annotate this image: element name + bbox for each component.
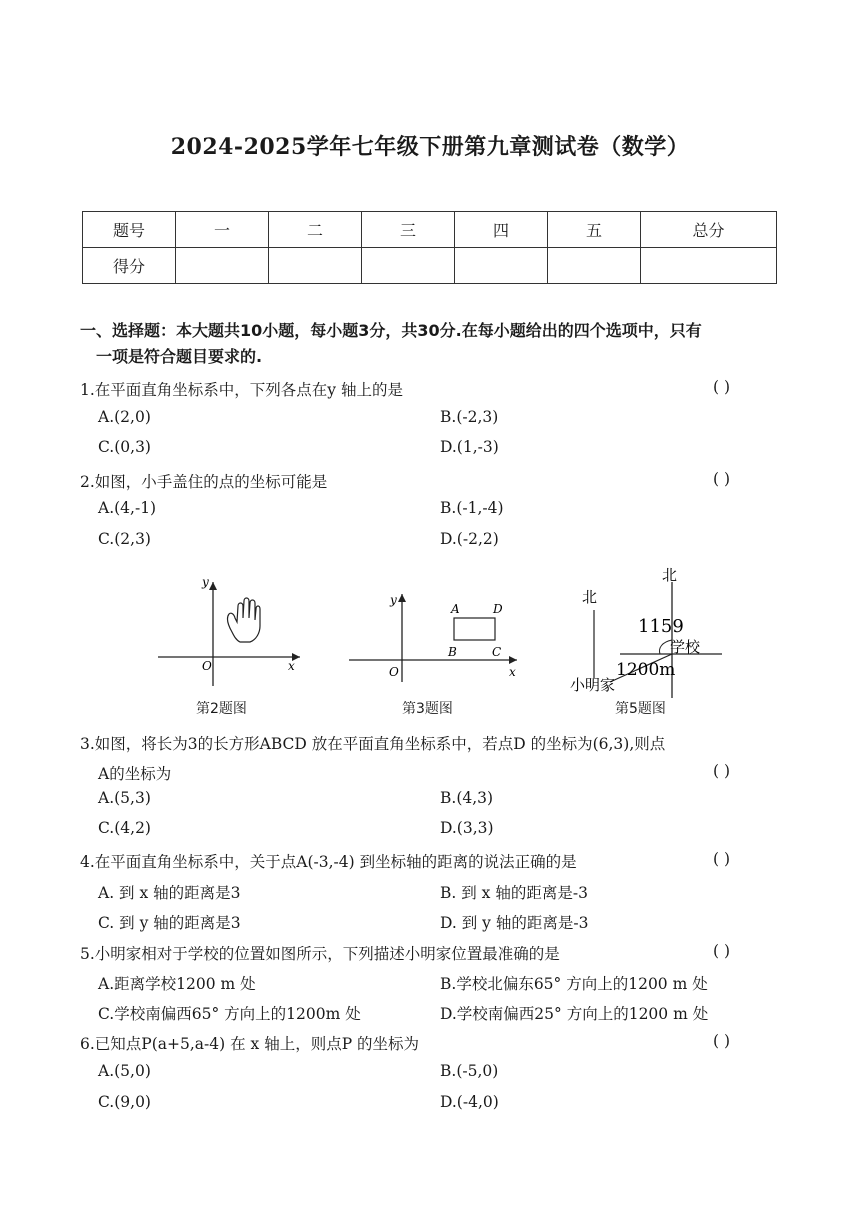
- option-c: C.学校南偏西65° 方向上的1200m 处: [98, 1005, 361, 1023]
- option-a: A.(4,-1): [98, 499, 157, 517]
- option-c: C.(9,0): [98, 1093, 151, 1111]
- answer-blank: ( ): [713, 378, 731, 396]
- fig3-point-b: B: [448, 645, 457, 659]
- score-blank[interactable]: [455, 248, 548, 284]
- option-b: B.(4,3): [440, 789, 494, 807]
- figure-5: [560, 560, 740, 700]
- question-1-stem: 1.在平面直角坐标系中，下列各点在y 轴上的是: [80, 381, 403, 399]
- answer-blank: ( ): [713, 762, 731, 780]
- section-heading: [80, 318, 780, 370]
- answer-blank: ( ): [713, 850, 731, 868]
- option-d: D.(1,-3): [440, 438, 499, 456]
- score-table-header-row: [83, 212, 777, 248]
- figure-2: [150, 570, 310, 690]
- option-a: A.(5,3): [98, 789, 151, 807]
- question-6-stem: 6.已知点P(a+5,a-4) 在 x 轴上，则点P 的坐标为: [80, 1035, 420, 1053]
- option-a: A.(2,0): [98, 408, 151, 426]
- score-table: [82, 211, 777, 284]
- option-c: C.(0,3): [98, 438, 151, 456]
- answer-blank: ( ): [713, 470, 731, 488]
- fig5-north-label-home: 北: [582, 588, 598, 606]
- question-4-stem: 4.在平面直角坐标系中，关于点A(-3,-4) 到坐标轴的距离的说法正确的是: [80, 853, 577, 871]
- option-d: D.(3,3): [440, 819, 494, 837]
- section-heading-line2: 一项是符合题目要求的.: [96, 347, 263, 366]
- figure-3: [345, 590, 525, 690]
- score-cell: 题号: [83, 212, 176, 248]
- fig3-y-label: y: [390, 593, 397, 607]
- option-b: B.(-1,-4): [440, 499, 504, 517]
- fig5-school-label: 学校: [670, 638, 701, 656]
- score-cell: 得分: [83, 248, 176, 284]
- rectangle-abcd: [454, 618, 495, 640]
- option-a: A.(5,0): [98, 1062, 151, 1080]
- fig2-origin-label: O: [202, 659, 212, 673]
- option-c: C.(2,3): [98, 530, 151, 548]
- fig5-angle-label: 1159: [638, 616, 684, 637]
- option-c: C. 到 y 轴的距离是3: [98, 914, 241, 932]
- question-5-stem: 5.小明家相对于学校的位置如图所示，下列描述小明家位置最准确的是: [80, 945, 560, 963]
- score-blank[interactable]: [176, 248, 269, 284]
- option-b: B.学校北偏东65° 方向上的1200 m 处: [440, 975, 708, 993]
- option-d: D.学校南偏西25° 方向上的1200 m 处: [440, 1005, 709, 1023]
- fig2-x-label: x: [288, 659, 295, 673]
- fig2-y-label: y: [202, 575, 209, 589]
- option-a: A.距离学校1200 m 处: [98, 975, 256, 993]
- fig5-north-label: 北: [662, 566, 678, 584]
- figure-3-caption: 第3题图: [402, 701, 453, 717]
- fig3-point-d: D: [493, 602, 503, 616]
- score-cell: 三: [362, 212, 455, 248]
- fig3-x-label: x: [509, 665, 516, 679]
- option-b: B. 到 x 轴的距离是-3: [440, 884, 588, 902]
- figure-5-caption: 第5题图: [615, 701, 666, 717]
- page-title: 2024-2025学年七年级下册第九章测试卷（数学）: [170, 134, 690, 160]
- answer-blank: ( ): [713, 1032, 731, 1050]
- fig3-point-a: A: [451, 602, 460, 616]
- score-cell: 四: [455, 212, 548, 248]
- score-table-score-row: [83, 248, 777, 284]
- option-a: A. 到 x 轴的距离是3: [98, 884, 241, 902]
- fig5-home-label: 小明家: [570, 676, 616, 694]
- score-cell: 五: [548, 212, 641, 248]
- answer-blank: ( ): [713, 942, 731, 960]
- score-cell: 二: [269, 212, 362, 248]
- question-3-stem-cont: A的坐标为: [98, 765, 172, 783]
- score-blank[interactable]: [269, 248, 362, 284]
- score-cell: 一: [176, 212, 269, 248]
- option-d: D.(-2,2): [440, 530, 499, 548]
- option-b: B.(-5,0): [440, 1062, 499, 1080]
- section-heading-line1: 一、选择题：本大题共10小题，每小题3分，共30分.在每小题给出的四个选项中，只有: [80, 321, 702, 340]
- fig3-origin-label: O: [389, 665, 399, 679]
- option-d: D. 到 y 轴的距离是-3: [440, 914, 589, 932]
- fig5-distance-label: 1200m: [616, 660, 676, 680]
- question-3-stem: 3.如图，将长为3的长方形ABCD 放在平面直角坐标系中，若点D 的坐标为(6,3),则点: [80, 735, 666, 753]
- option-b: B.(-2,3): [440, 408, 499, 426]
- question-2-stem: 2.如图，小手盖住的点的坐标可能是: [80, 473, 328, 491]
- score-cell: 总分: [641, 212, 777, 248]
- score-blank[interactable]: [548, 248, 641, 284]
- hand-icon: [228, 598, 260, 642]
- option-d: D.(-4,0): [440, 1093, 499, 1111]
- score-blank[interactable]: [641, 248, 777, 284]
- figure-2-caption: 第2题图: [196, 701, 247, 717]
- score-blank[interactable]: [362, 248, 455, 284]
- fig3-point-c: C: [492, 645, 502, 659]
- option-c: C.(4,2): [98, 819, 151, 837]
